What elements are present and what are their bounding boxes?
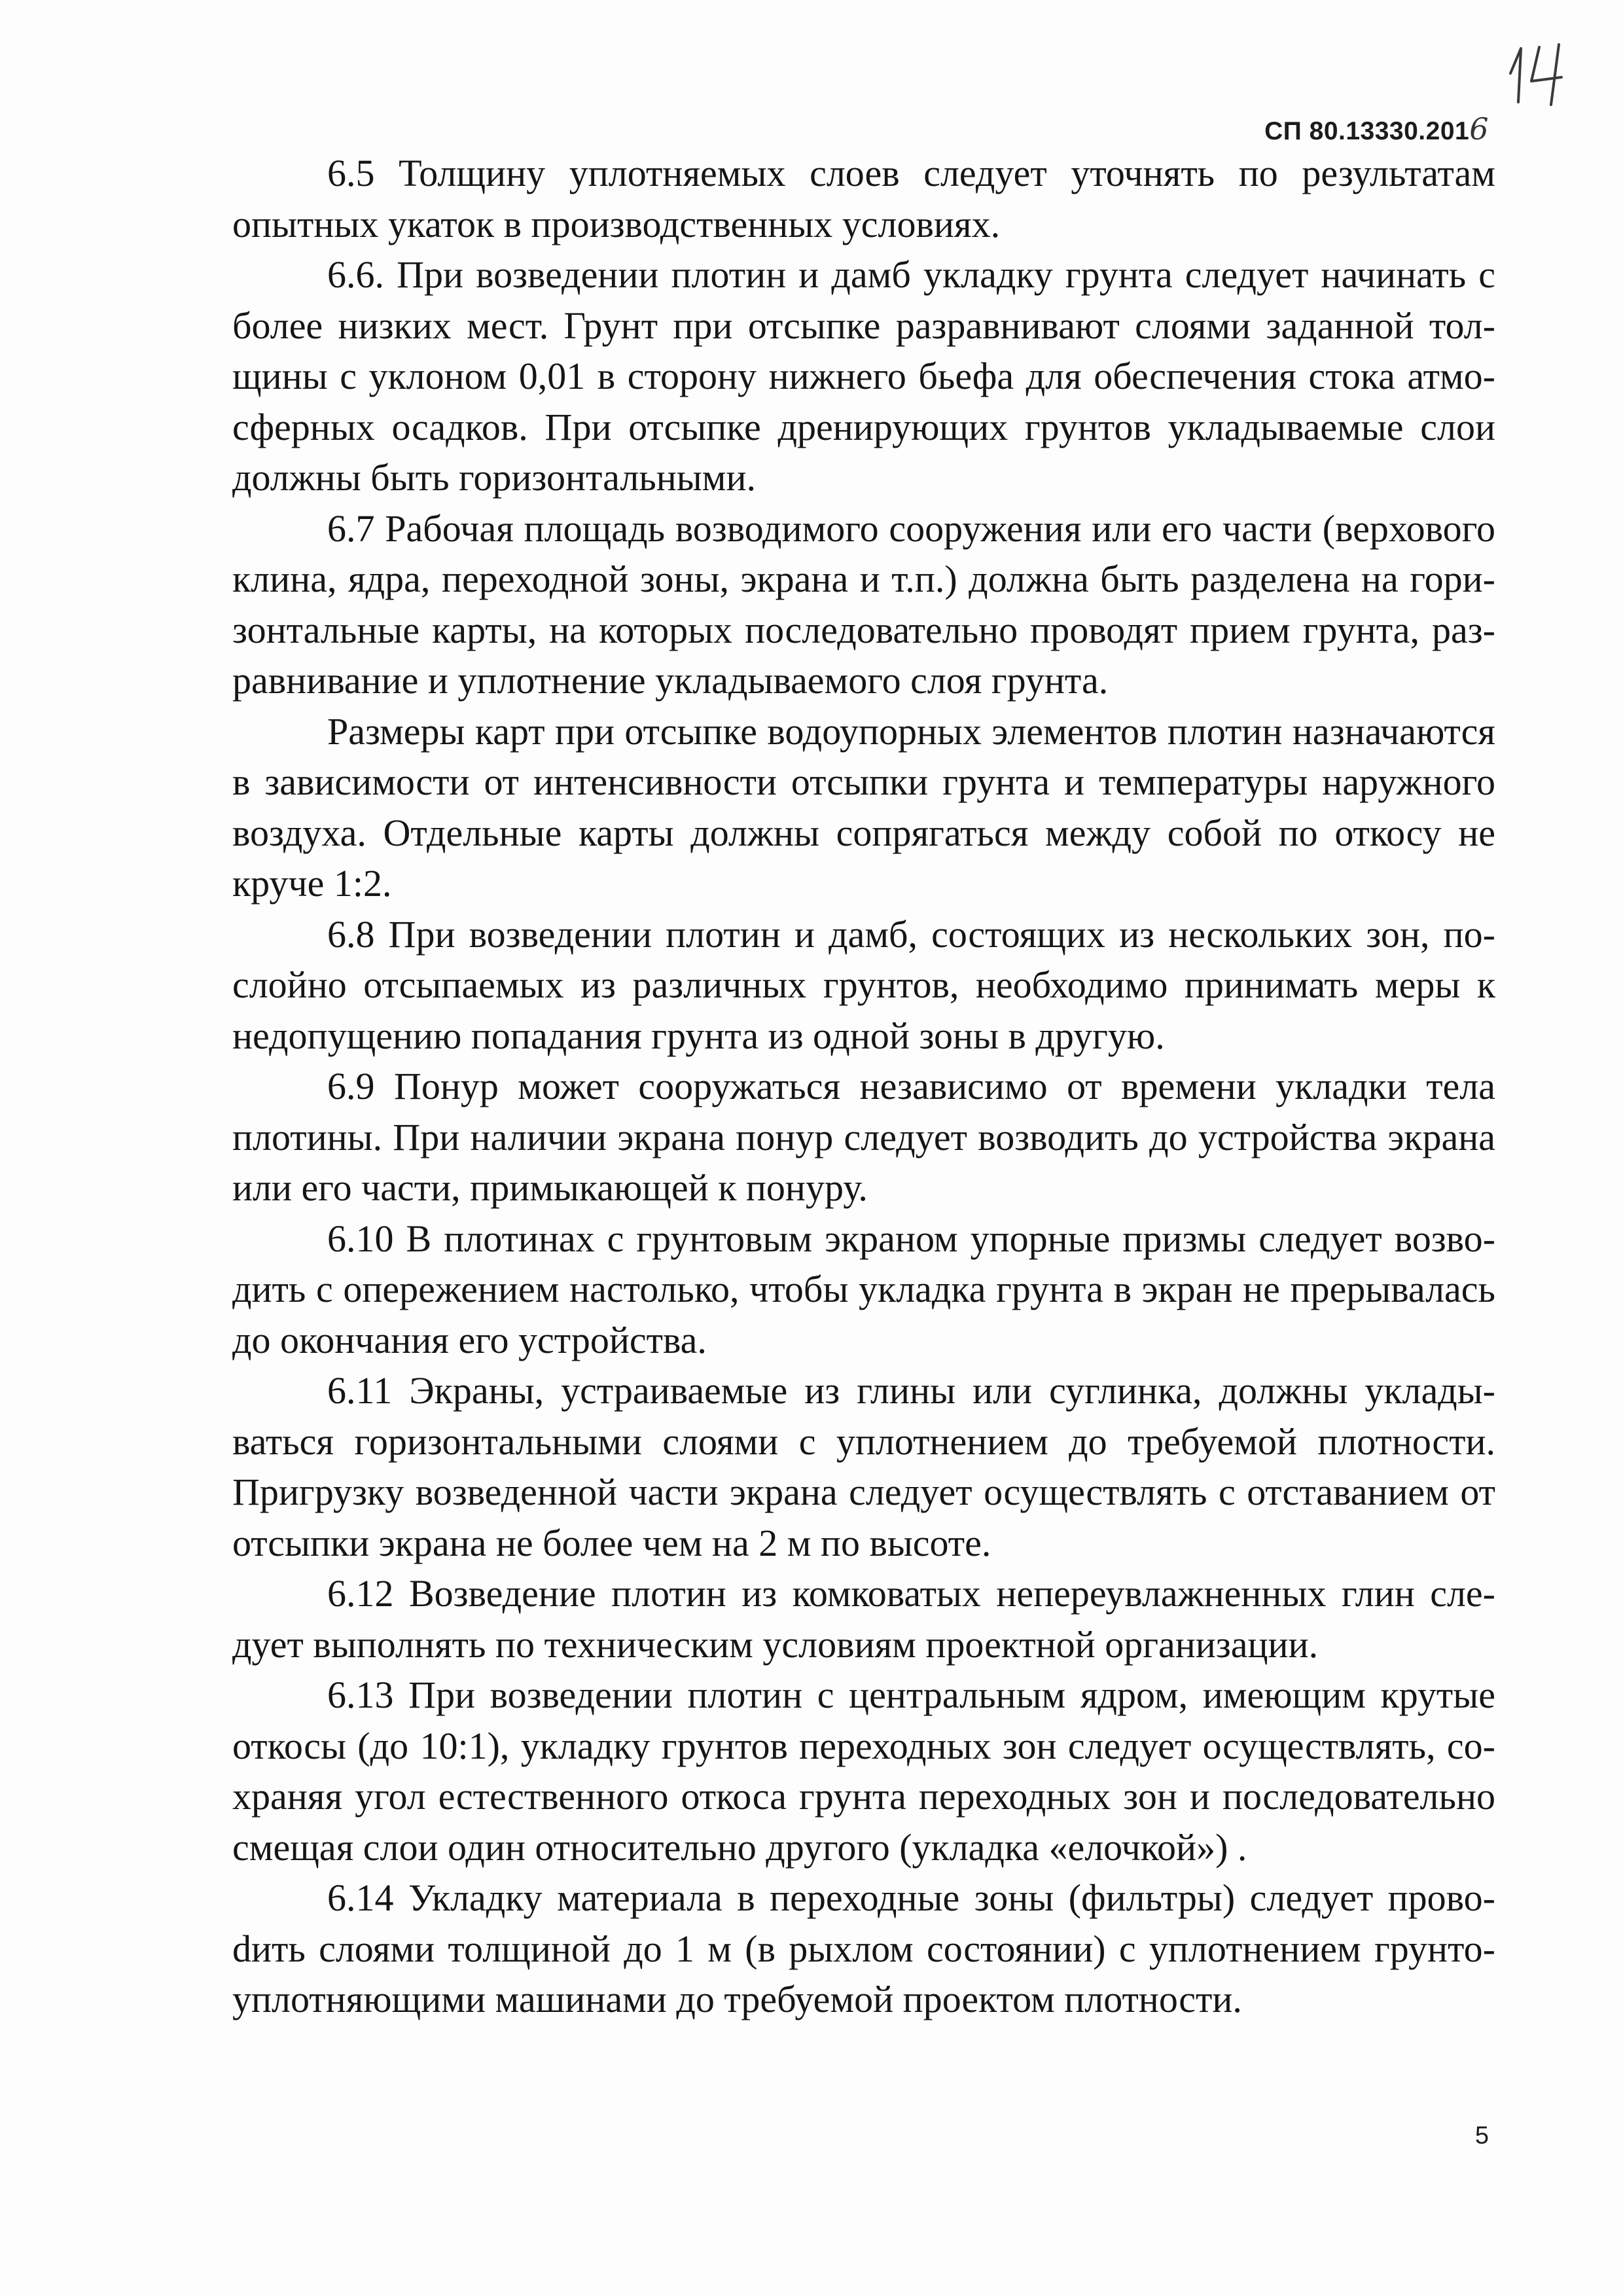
paragraph-6-10: 6.10 В плотинах с грунтовым экраном упорные призмы следует возводить с опережением настолько, чтобы укладка грунта в экран не прерывалась до окончания его устройства. (232, 1217, 1495, 1361)
document-body (232, 148, 1495, 2025)
page-number: 5 (1474, 2122, 1489, 2149)
paragraph-6-11: 6.11 Экраны, устраиваемые из глины или суглинка, должны укладываться горизонтальными слоями с уплотнением до требуемой плотности. Пригрузку возведенной части экрана следует осуществлять с отставанием от отсыпки экрана не более чем на 2 м по высоте. (232, 1369, 1495, 1564)
paragraph-6-9: 6.9 Понур может сооружаться независимо от времени укладки тела плотины. При наличии экрана понур следует возводить до устройства экрана или его части, примыкающей к понуру. (232, 1065, 1495, 1209)
paragraph-6-12: 6.12 Возведение плотин из комковатых непереувлажненных глин следует выполнять по техническим условиям проектной организации. (232, 1572, 1495, 1666)
document-code (1264, 111, 1489, 147)
paragraph-6-13: 6.13 При возведении плотин с центральным ядром, имеющим крутые откосы (до 10:1), укладку грунтов переходных зон следует осуществлять, сохраняя угол естественного откоса грунта переходных зон и последовательно смещая слои один относительно другого (укладка «елочкой») . (232, 1674, 1495, 1869)
handwritten-sheet-number (1499, 39, 1577, 111)
paragraph-6-5: 6.5 Толщину уплотняемых слоев следует уточнять по результатам опытных укаток в производственных условиях. (232, 152, 1495, 245)
paragraph-6-14: 6.14 Укладку материала в переходные зоны (фильтры) следует провоdить слоями толщиной до 1 м (в рыхлом состоянии) с уплотнением грунтоуплотняющими машинами до требуемой проектом плотности. (232, 1876, 1495, 2020)
paragraph-map-sizes: Размеры карт при отсыпке водоупорных элементов плотин назначаются в зависимости от интенсивности отсыпки грунта и температуры наружного воздуха. Отдельные карты должны сопрягаться между собой по откосу не круче 1:2. (232, 709, 1495, 905)
paragraph-6-6: 6.6. При возведении плотин и дамб укладку грунта следует начинать с более низких мест. Грунт при отсыпке разравнивают слоями заданной толщины с уклоном 0,01 в сторону нижнего бьефа для обеспечения стока атмосферных осадков. При отсыпке дренирующих грунтов укладываемые слои должны быть горизонтальными. (232, 253, 1495, 499)
paragraph-6-7: 6.7 Рабочая площадь возводимого сооружения или его части (верхового клина, ядра, переходной зоны, экрана и т.п.) должна быть разделена на горизонтальные карты, на которых последовательно проводят прием грунта, разравнивание и уплотнение укладываемого слоя грунта. (232, 507, 1495, 702)
document-code-handwritten-digit: 6 (1469, 111, 1489, 147)
paragraph-6-8: 6.8 При возведении плотин и дамб, состоящих из нескольких зон, послойно отсыпаемых из различных грунтов, необходимо принимать меры к недопущению попадания грунта из одной зоны в другую. (232, 912, 1495, 1057)
document-code-text: СП 80.13330.201 (1264, 117, 1470, 145)
